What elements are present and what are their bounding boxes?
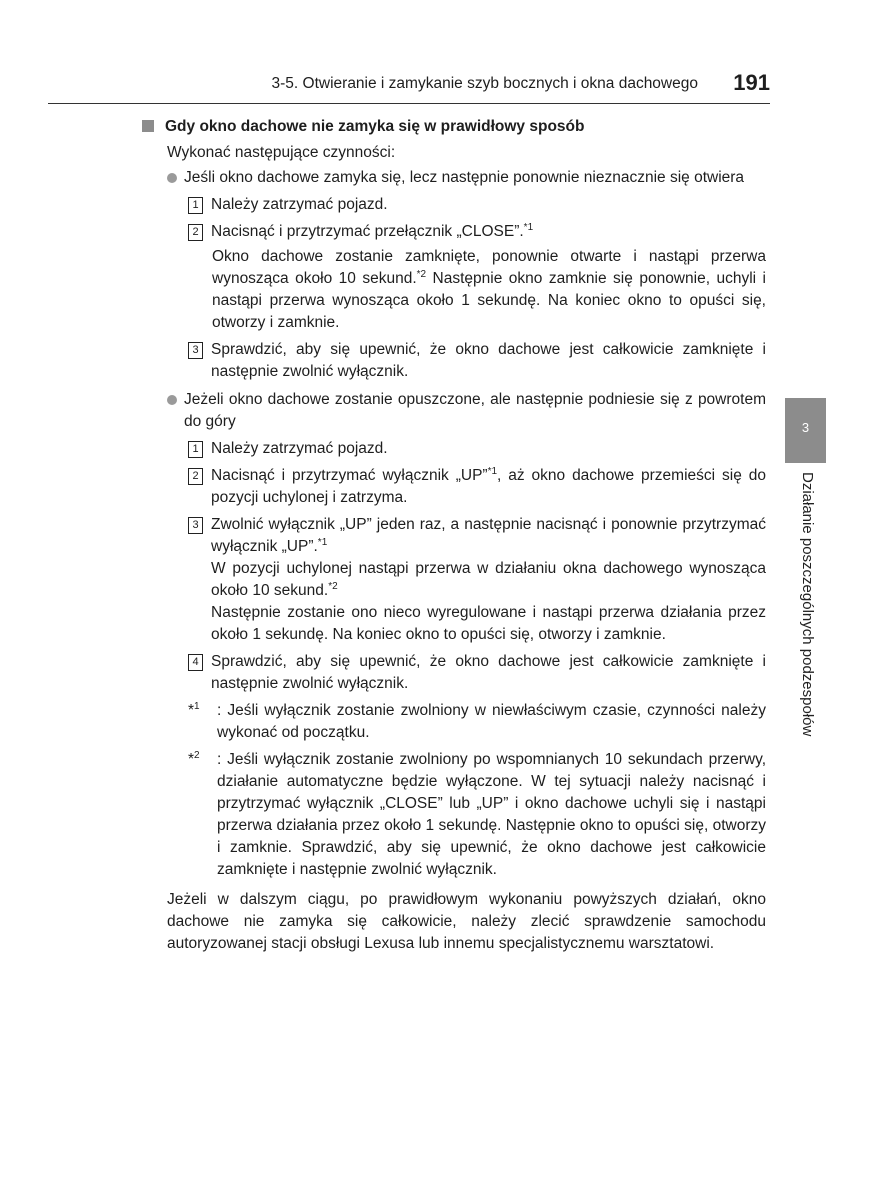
- case-2-steps: [188, 438, 766, 695]
- step-text: Należy zatrzymać pojazd.: [211, 440, 388, 457]
- chapter-number: 3: [801, 420, 810, 435]
- chapter-label: Działanie poszczególnych podzespołów: [799, 472, 816, 737]
- step-number-box: 3: [188, 342, 203, 359]
- footnote-ref: *2: [328, 581, 338, 592]
- step-text: Należy zatrzymać pojazd.: [211, 196, 388, 213]
- step-text: Sprawdzić, aby się upewnić, że okno dachowe jest całkowicie zamknięte i następnie zwolnić wyłącznik.: [211, 341, 766, 380]
- case-1: [167, 167, 766, 189]
- section-heading-text: Gdy okno dachowe nie zamyka się w prawidłowy sposób: [165, 118, 585, 135]
- case-2-step-1: [188, 438, 766, 460]
- closing-paragraph: Jeżeli w dalszym ciągu, po prawidłowym wykonaniu powyższych działań, okno dachowe nie zamyka się całkowicie, należy zlecić sprawdzenie samochodu autoryzowanej stacji obsługi Lexusa lub innemu specjalistycznemu warsztatowi.: [167, 891, 766, 952]
- square-bullet-icon: [142, 120, 154, 132]
- step-number-box: 2: [188, 224, 203, 241]
- circle-bullet-icon: [167, 395, 177, 405]
- case-1-step-2: [188, 221, 766, 243]
- running-header: 3-5. Otwieranie i zamykanie szyb bocznych i okna dachowego: [271, 75, 698, 92]
- case-1-step-1: [188, 194, 766, 216]
- footnote-text: : Jeśli wyłącznik zostanie zwolniony w niewłaściwym czasie, czynności należy wykonać od początku.: [217, 702, 766, 741]
- case-2-step-3: [188, 514, 766, 646]
- step-number-box: 3: [188, 517, 203, 534]
- intro-text: Wykonać następujące czynności:: [167, 144, 396, 161]
- footnote-ref: *1: [317, 537, 328, 548]
- step-text: Sprawdzić, aby się upewnić, że okno dachowe jest całkowicie zamknięte i następnie zwolnić wyłącznik.: [211, 653, 766, 692]
- footnote-text: : Jeśli wyłącznik zostanie zwolniony po wspomnianych 10 sekundach przerwy, działanie automatyczne będzie wyłączone. W tej sytuacji należy nacisnąć i przytrzymać wyłącznik „CLOSE” lub „UP” i okno dachowe uchyli się i nastąpi przerwa działania przez około 1 sekundę. Następnie okno to opuści się, otworzy i zamknie. Sprawdzić, aby się upewnić, że okno dachowe jest całkowicie zamknięte i następnie zwolnić wyłącznik.: [217, 751, 766, 878]
- case-2-step-4: [188, 651, 766, 695]
- footnote-mark: *$^2$: [188, 750, 200, 768]
- section-heading: [140, 116, 766, 138]
- header-divider: [48, 103, 770, 104]
- step-number-box: 1: [188, 441, 203, 458]
- footnote-ref: *1: [487, 466, 498, 477]
- footnote-2: [188, 749, 766, 881]
- case-2-text: Jeżeli okno dachowe zostanie opuszczone, ale następnie podniesie się z powrotem do góry: [184, 391, 766, 430]
- step-text: Nacisnąć i przytrzymać wyłącznik „UP”$^{*1}$, aż okno dachowe przemieści się do pozycji uchylonej i zatrzyma.: [211, 466, 766, 506]
- step-number-box: 4: [188, 654, 203, 671]
- footnote-ref: *1: [523, 222, 534, 233]
- step-number-box: 1: [188, 197, 203, 214]
- chapter-tab[interactable]: [785, 398, 826, 463]
- case-1-step-2-note: Okno dachowe zostanie zamknięte, ponownie otwarte i nastąpi przerwa wynosząca około 10 sekund.$^{*2}$ Następnie okno zamknie się ponownie, uchyli i nastąpi przerwa wynosząca około 1 sekundę. Na koniec okno to opuści się, otworzy i zamknie.: [212, 248, 766, 331]
- case-1-text: Jeśli okno dachowe zamyka się, lecz następnie ponownie nieznacznie się otwiera: [184, 169, 745, 186]
- circle-bullet-icon: [167, 173, 177, 183]
- case-2: [167, 389, 766, 433]
- step-text: Zwolnić wyłącznik „UP” jeden raz, a następnie nacisnąć i ponownie przytrzymać wyłącznik „UP”.$^{*1}$ W pozycji uchylonej nastąpi przerwa w działaniu okna dachowego wynosząca około 10 sekund.$^{*2}$ Następnie zostanie ono nieco wyregulowane i nastąpi przerwa działania przez około 1 sekundę. Na koniec okno to opuści się, otworzy i zamknie.: [211, 516, 766, 643]
- step-number-box: 2: [188, 468, 203, 485]
- footnote-mark: *$^1$: [188, 701, 200, 719]
- case-1-steps: [188, 194, 766, 383]
- page-number: 191: [733, 70, 770, 95]
- page-content: [140, 116, 766, 955]
- footnote-1: [188, 700, 766, 744]
- step-text: Nacisnąć i przytrzymać przełącznik „CLOSE”.$^{*1}$: [211, 222, 534, 240]
- footnote-ref: *2: [416, 269, 427, 280]
- case-1-step-3: [188, 339, 766, 383]
- case-2-step-2: [188, 465, 766, 509]
